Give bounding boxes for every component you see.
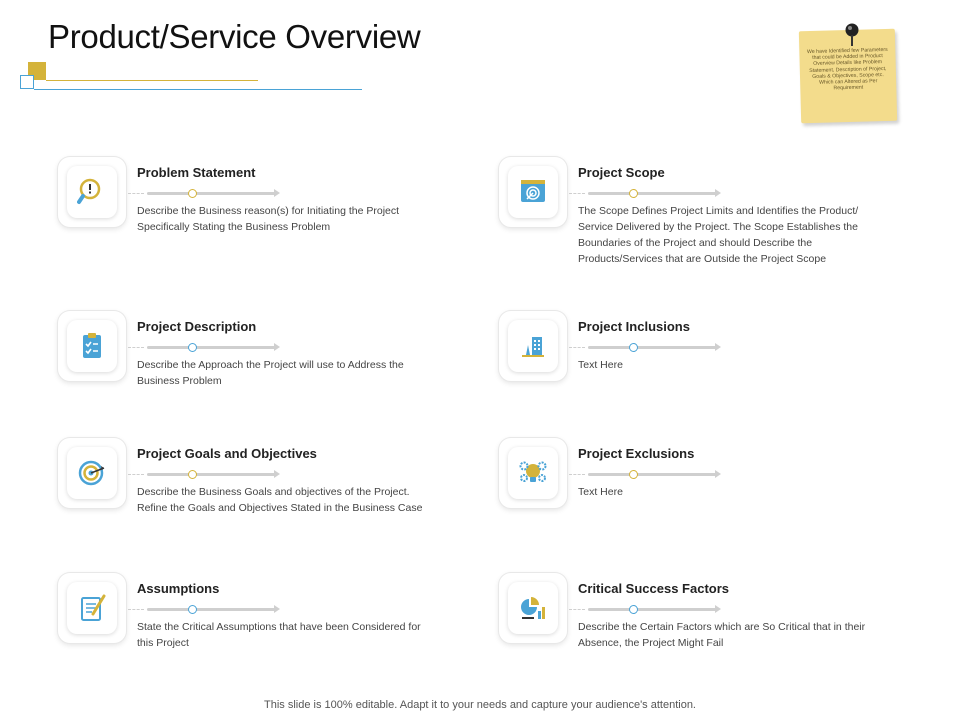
- connector-dot: [629, 470, 638, 479]
- document-pen-icon: [77, 593, 107, 623]
- connector-dash: [569, 347, 585, 348]
- building-icon: [518, 331, 548, 361]
- item-title: Problem Statement: [137, 165, 256, 180]
- connector-dash: [569, 609, 585, 610]
- connector-dot: [188, 470, 197, 479]
- target-arrow-icon: [77, 458, 107, 488]
- item-project-inclusions: [499, 311, 879, 431]
- page-title: Product/Service Overview: [48, 18, 421, 55]
- connector-arrow: [715, 343, 721, 351]
- connector-dot: [629, 605, 638, 614]
- item-description: Describe the Business Goals and objectives of the Project. Refine the Goals and Objectives Stated in the Business Case: [137, 486, 423, 514]
- item-description: Describe the Business reason(s) for Initiating the Project Specifically Stating the Business Problem: [137, 205, 400, 233]
- connector-dot: [188, 605, 197, 614]
- icon-frame: [499, 157, 567, 227]
- title-underline-blue: [34, 89, 362, 90]
- item-description: Text Here: [578, 486, 623, 498]
- connector-bar: [147, 346, 277, 349]
- connector-bar: [147, 473, 277, 476]
- icon-frame: [58, 311, 126, 381]
- magnifier-alert-icon: [77, 177, 107, 207]
- icon-frame: [499, 573, 567, 643]
- connector-dot: [188, 189, 197, 198]
- connector-dot: [188, 343, 197, 352]
- item-title: Project Scope: [578, 165, 665, 180]
- item-description: Text Here: [578, 359, 623, 371]
- item-title: Critical Success Factors: [578, 581, 730, 596]
- charts-icon: [518, 593, 548, 623]
- icon-frame: [58, 438, 126, 508]
- connector-dash: [128, 609, 144, 610]
- connector-dash: [128, 347, 144, 348]
- sticky-note-text: We have Identified few Parameters that could be Added in Product Overview Details like Problem Statement, Description of Project, Goals & Objectives, Scope etc. Which can Altered as Per Requirement: [806, 46, 888, 92]
- item-title: Project Description: [137, 319, 257, 334]
- bulb-gears-icon: [518, 458, 548, 488]
- item-project-goals: [58, 438, 438, 558]
- connector-arrow: [274, 470, 280, 478]
- item-description: Describe the Approach the Project will use to Address the Business Problem: [137, 359, 404, 387]
- item-project-scope: [499, 157, 879, 277]
- connector-bar: [147, 192, 277, 195]
- item-title: Project Goals and Objectives: [137, 446, 317, 461]
- title-underline-gold: [46, 80, 258, 81]
- item-description: State the Critical Assumptions that have been Considered for this Project: [137, 621, 421, 649]
- connector-arrow: [715, 470, 721, 478]
- icon-frame: [58, 157, 126, 227]
- item-title: Project Exclusions: [578, 446, 695, 461]
- icon-frame: [499, 311, 567, 381]
- connector-dash: [128, 193, 144, 194]
- connector-bar: [588, 473, 718, 476]
- connector-bar: [588, 346, 718, 349]
- item-title: Assumptions: [137, 581, 220, 596]
- item-critical-success-factors: [499, 573, 879, 693]
- connector-bar: [588, 608, 718, 611]
- connector-dot: [629, 189, 638, 198]
- target-screen-icon: [518, 177, 548, 207]
- pushpin-icon: [842, 22, 862, 48]
- item-project-exclusions: [499, 438, 879, 558]
- connector-arrow: [274, 189, 280, 197]
- item-project-description: [58, 311, 438, 431]
- connector-bar: [588, 192, 718, 195]
- connector-arrow: [715, 605, 721, 613]
- footer-note: This slide is 100% editable. Adapt it to your needs and capture your audience's attention.: [264, 699, 696, 711]
- connector-dash: [569, 193, 585, 194]
- connector-arrow: [274, 605, 280, 613]
- connector-arrow: [274, 343, 280, 351]
- item-problem-statement: [58, 157, 438, 277]
- connector-dash: [128, 474, 144, 475]
- icon-frame: [58, 573, 126, 643]
- title-accent-blue-square: [20, 75, 34, 89]
- item-title: Project Inclusions: [578, 319, 690, 334]
- icon-frame: [499, 438, 567, 508]
- clipboard-check-icon: [77, 331, 107, 361]
- connector-arrow: [715, 189, 721, 197]
- connector-dot: [629, 343, 638, 352]
- connector-dash: [569, 474, 585, 475]
- item-description: The Scope Defines Project Limits and Identifies the Product/ Service Delivered by the Project. The Scope Establishes the Boundaries of the Project and should Describe the Products/Services that are Outside the Project Scope: [578, 205, 859, 265]
- item-assumptions: [58, 573, 438, 693]
- item-description: Describe the Certain Factors which are So Critical that in their Absence, the Project Might Fail: [578, 621, 866, 649]
- connector-bar: [147, 608, 277, 611]
